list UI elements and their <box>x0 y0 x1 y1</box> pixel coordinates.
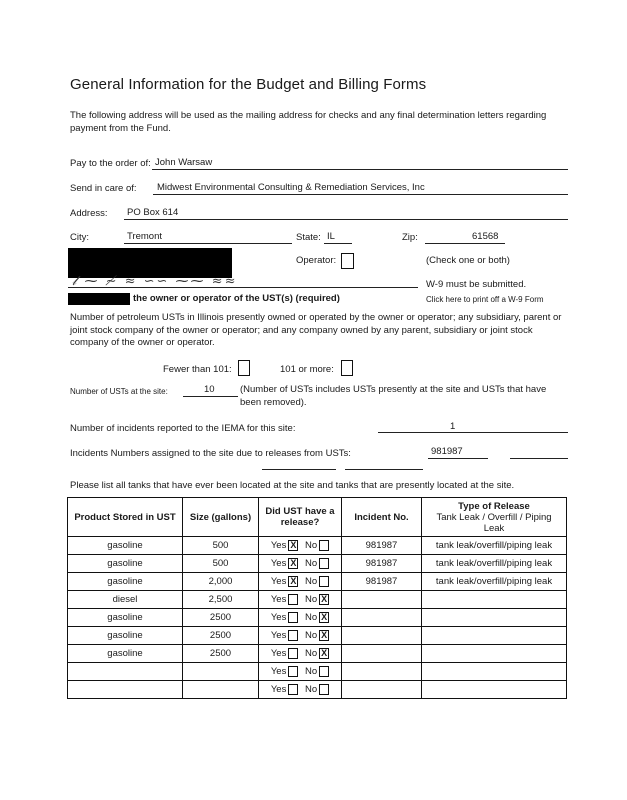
header-type <box>422 498 567 537</box>
cell-incident[interactable]: 981987 <box>342 555 422 573</box>
no-label: No <box>304 666 318 677</box>
table-row <box>68 645 567 663</box>
usts-at-site-line <box>183 396 238 397</box>
cell-product[interactable]: gasoline <box>68 573 183 591</box>
send-in-care-label: Send in care of: <box>70 183 137 194</box>
yes-no-group <box>271 630 329 641</box>
check-one-note: (Check one or both) <box>426 255 510 266</box>
yes-label: Yes <box>270 594 287 605</box>
incident-number-line-1 <box>428 458 488 459</box>
cell-size[interactable]: 2500 <box>183 645 259 663</box>
w9-note: W-9 must be submitted. <box>426 279 527 290</box>
no-label: No <box>304 540 318 551</box>
cell-product[interactable] <box>68 663 183 681</box>
yes-label: Yes <box>270 540 287 551</box>
address-line <box>124 219 568 220</box>
no-checkbox[interactable]: X <box>321 630 328 640</box>
no-label: No <box>304 630 318 641</box>
intro-text: The following address will be used as the mailing address for checks and any final determination letters regarding payment from the Fund. <box>70 110 547 134</box>
incident-numbers-value[interactable]: 981987 <box>431 446 463 457</box>
usts-note-part <box>240 384 562 409</box>
cell-incident[interactable] <box>342 591 422 609</box>
pay-to-line <box>152 169 568 170</box>
no-checkbox[interactable]: X <box>321 612 328 622</box>
cell-release <box>259 555 342 573</box>
state-line <box>324 243 352 244</box>
fewer-than-label: Fewer than 101: <box>163 364 232 375</box>
usts-at-site-value[interactable]: 10 <box>204 384 215 395</box>
cell-size[interactable]: 2,000 <box>183 573 259 591</box>
signature-line <box>68 287 418 288</box>
no-checkbox[interactable] <box>319 684 329 695</box>
cell-incident[interactable] <box>342 609 422 627</box>
cell-incident[interactable] <box>342 681 422 699</box>
table-row <box>68 609 567 627</box>
cell-release <box>259 573 342 591</box>
yes-no-group <box>271 576 329 587</box>
city-value[interactable]: Tremont <box>127 231 163 242</box>
yes-no-group <box>271 558 329 569</box>
cell-product[interactable]: gasoline <box>68 537 183 555</box>
no-label: No <box>304 684 318 695</box>
cell-incident[interactable]: 981987 <box>342 573 422 591</box>
page-title: General Information for the Budget and Billing Forms <box>70 76 427 93</box>
pay-to-value[interactable]: John Warsaw <box>155 157 213 168</box>
table-row <box>68 681 567 699</box>
table-row <box>68 663 567 681</box>
no-label: No <box>304 558 318 569</box>
header-release: Did UST have a release? <box>259 498 342 537</box>
cell-product[interactable]: diesel <box>68 591 183 609</box>
zip-label: Zip: <box>402 232 418 243</box>
cell-size[interactable]: 2500 <box>183 627 259 645</box>
cell-product[interactable]: gasoline <box>68 609 183 627</box>
cell-size[interactable]: 2500 <box>183 609 259 627</box>
or-more-checkbox[interactable] <box>341 360 353 376</box>
cell-size[interactable] <box>183 681 259 699</box>
table-row <box>68 537 567 555</box>
cell-release-type[interactable] <box>422 627 567 645</box>
cell-release-type[interactable] <box>422 609 567 627</box>
fewer-than-checkbox[interactable] <box>238 360 250 376</box>
state-label: State: <box>296 232 321 243</box>
cell-product[interactable] <box>68 681 183 699</box>
yes-label: Yes <box>270 576 287 587</box>
send-in-care-value[interactable]: Midwest Environmental Consulting & Remediation Services, Inc <box>157 182 425 193</box>
table-row <box>68 555 567 573</box>
cell-size[interactable]: 500 <box>183 555 259 573</box>
yes-no-group <box>271 540 329 551</box>
header-product: Product Stored in UST <box>68 498 183 537</box>
cell-incident[interactable] <box>342 627 422 645</box>
cell-size[interactable] <box>183 663 259 681</box>
state-value[interactable]: IL <box>327 231 335 242</box>
yes-label: Yes <box>270 612 287 623</box>
cell-size[interactable]: 2,500 <box>183 591 259 609</box>
city-line <box>124 243 292 244</box>
signature-scribble: 𝓁 ⁓ ≁ ≈ ∽∽ ⁓⁓ ≈≈ <box>72 274 238 289</box>
header-size: Size (gallons) <box>183 498 259 537</box>
cell-release-type[interactable]: tank leak/overfill/piping leak <box>422 537 567 555</box>
cell-release <box>259 663 342 681</box>
header-incident: Incident No. <box>342 498 422 537</box>
list-instructions: Please list all tanks that have ever been located at the site and tanks that are presently located at the site. <box>70 480 515 491</box>
table-body <box>68 537 567 699</box>
incidents-reported-label: Number of incidents reported to the IEMA for this site: <box>70 423 296 434</box>
cell-incident[interactable] <box>342 645 422 663</box>
petroleum-paragraph: Number of petroleum USTs in Illinois presently owned or operated by the owner or operator; any subsidiary, parent or joint stock company of the owner or operator; and any company owned by any parent, subsidiary or joint stock company of the owner or operator. <box>70 312 562 348</box>
yes-no-group <box>271 594 329 605</box>
no-checkbox[interactable] <box>319 576 329 587</box>
yes-no-group <box>271 612 329 623</box>
cell-size[interactable]: 500 <box>183 537 259 555</box>
incident-number-line-4 <box>345 469 423 470</box>
yes-label: Yes <box>270 630 287 641</box>
address-value[interactable]: PO Box 614 <box>127 207 179 218</box>
ust-table <box>67 497 567 699</box>
table-row <box>68 591 567 609</box>
yes-label: Yes <box>270 648 287 659</box>
yes-checkbox[interactable]: X <box>290 540 297 550</box>
incidents-reported-value[interactable]: 1 <box>450 421 456 432</box>
cell-release-type[interactable] <box>422 663 567 681</box>
or-more-label: 101 or more: <box>280 364 334 375</box>
address-label: Address: <box>70 208 108 219</box>
no-label: No <box>304 612 318 623</box>
send-in-care-line <box>153 194 568 195</box>
w9-print-link[interactable]: Click here to print off a W-9 Form <box>426 295 544 304</box>
operator-label: Operator: <box>296 255 337 266</box>
cell-release <box>259 591 342 609</box>
cell-release <box>259 609 342 627</box>
yes-label: Yes <box>270 666 287 677</box>
table-row <box>68 627 567 645</box>
no-label: No <box>304 576 318 587</box>
yes-no-group <box>271 666 329 677</box>
operator-checkbox[interactable] <box>341 253 354 269</box>
cell-product[interactable]: gasoline <box>68 555 183 573</box>
yes-checkbox[interactable]: X <box>290 576 297 586</box>
yes-label: Yes <box>270 684 287 695</box>
table-header-row <box>68 498 567 537</box>
yes-checkbox[interactable] <box>288 612 298 623</box>
incidents-reported-line <box>378 432 568 433</box>
cell-release-type[interactable]: tank leak/overfill/piping leak <box>422 573 567 591</box>
yes-label: Yes <box>270 558 287 569</box>
yes-checkbox[interactable]: X <box>290 558 297 568</box>
no-checkbox[interactable] <box>319 540 329 551</box>
owner-operator-label: the owner or operator of the UST(s) (required) <box>133 293 340 304</box>
yes-no-group <box>271 684 329 695</box>
yes-checkbox[interactable] <box>288 684 298 695</box>
city-label: City: <box>70 232 89 243</box>
incident-number-line-2 <box>510 458 568 459</box>
cell-release-type[interactable] <box>422 645 567 663</box>
zip-line <box>425 243 505 244</box>
no-label: No <box>304 594 318 605</box>
yes-no-group <box>271 648 329 659</box>
cell-release <box>259 645 342 663</box>
no-checkbox[interactable] <box>319 558 329 569</box>
no-checkbox[interactable]: X <box>321 648 328 658</box>
cell-incident[interactable]: 981987 <box>342 537 422 555</box>
cell-release <box>259 681 342 699</box>
header-type-sub: Tank Leak / Overfill / Piping Leak <box>436 511 552 534</box>
pay-to-label: Pay to the order of: <box>70 158 151 169</box>
incident-numbers-label: Incidents Numbers assigned to the site due to releases from USTs: <box>70 448 351 459</box>
no-checkbox[interactable]: X <box>321 594 328 604</box>
cell-release-type[interactable] <box>422 681 567 699</box>
header-type-title: Type of Release <box>458 500 530 512</box>
yes-checkbox[interactable] <box>288 648 298 659</box>
cell-release <box>259 627 342 645</box>
cell-product[interactable]: gasoline <box>68 627 183 645</box>
no-checkbox[interactable] <box>319 666 329 677</box>
incident-number-line-3 <box>262 469 336 470</box>
no-label: No <box>304 648 318 659</box>
yes-checkbox[interactable] <box>288 630 298 641</box>
cell-product[interactable]: gasoline <box>68 645 183 663</box>
cell-release-type[interactable] <box>422 591 567 609</box>
zip-value[interactable]: 61568 <box>472 231 499 242</box>
usts-note: (Number of USTs includes USTs presently at the site and USTs that have been removed). <box>240 384 547 408</box>
table-row <box>68 573 567 591</box>
cell-incident[interactable] <box>342 663 422 681</box>
cell-release <box>259 537 342 555</box>
usts-at-site-label: Number of USTs at the site: <box>70 387 168 396</box>
redaction-label <box>68 293 130 305</box>
cell-release-type[interactable]: tank leak/overfill/piping leak <box>422 555 567 573</box>
yes-checkbox[interactable] <box>288 594 298 605</box>
yes-checkbox[interactable] <box>288 666 298 677</box>
